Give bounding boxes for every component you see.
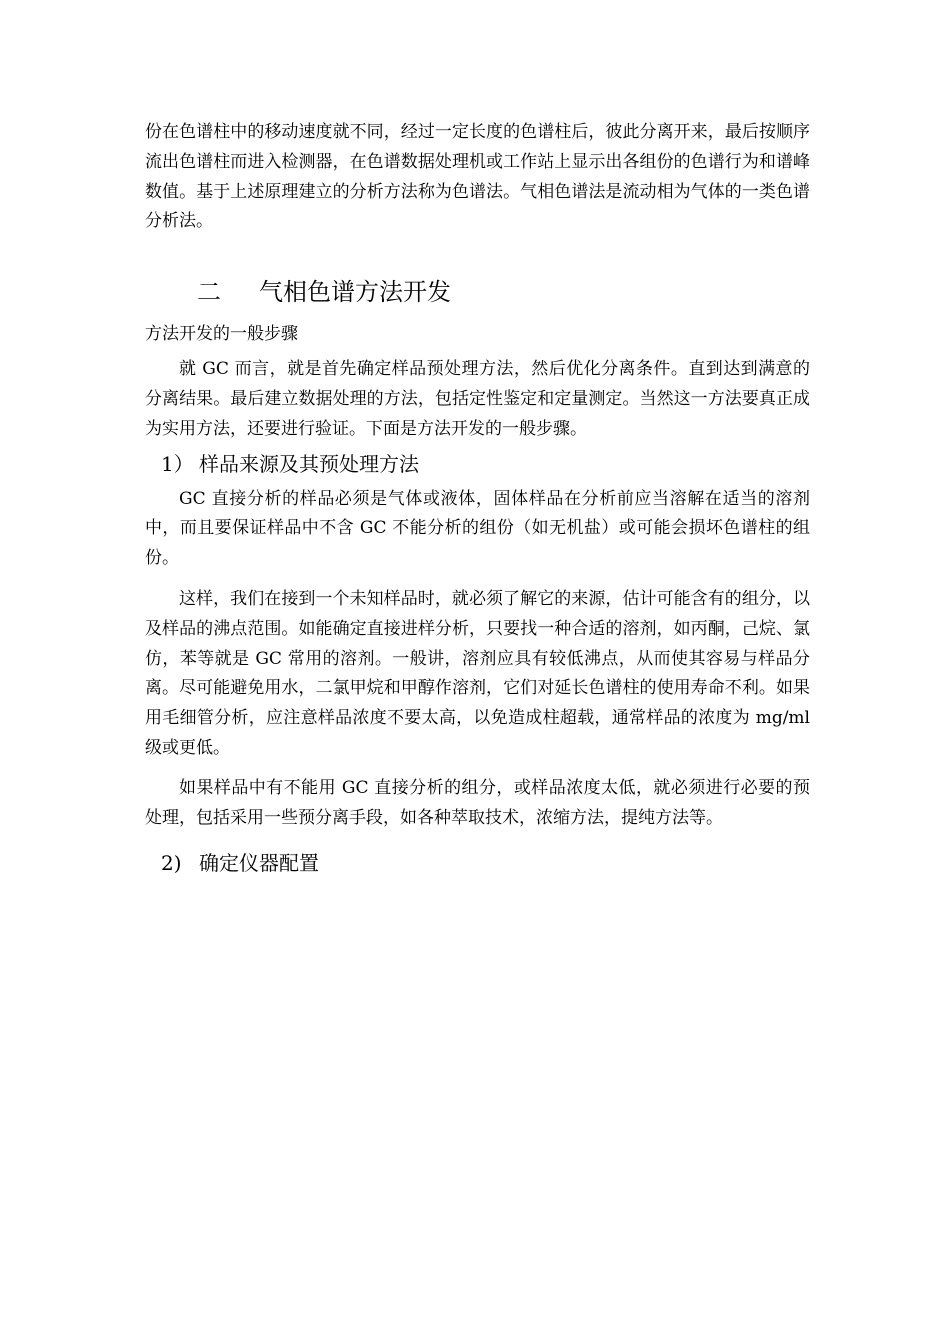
section-title: 气相色谱方法开发	[259, 278, 451, 307]
step-1-paragraph-2: 这样，我们在接到一个未知样品时，就必须了解它的来源，估计可能含有的组分，以及样品的沸点范围。如能确定直接进样分析，只要找一种合适的溶剂，如丙酮，己烷、氯仿，苯等就是 GC 常用的溶剂。一般讲，溶剂应具有较低沸点，从而使其容易与样品分离。尽可能避免用水，二氯甲烷和甲醇作溶剂，它们对延长色谱柱的使用寿命不利。如果用毛细管分析，应注意样品浓度不要太高，以免造成柱超载，通常样品的浓度为 mg/ml 级或更低。	[145, 588, 810, 758]
step-heading-2	[161, 848, 810, 878]
step-number-2: 2)	[161, 851, 182, 876]
section-heading	[197, 277, 810, 307]
step-1-paragraph-3: 如果样品中有不能用 GC 直接分析的组分，或样品浓度太低，就必须进行必要的预处理，包括采用一些预分离手段，如各种萃取技术，浓缩方法，提纯方法等。	[145, 777, 810, 828]
intro-paragraph: 份在色谱柱中的移动速度就不同，经过一定长度的色谱柱后，彼此分离开来，最后按顺序流出色谱柱而进入检测器，在色谱数据处理机或工作站上显示出各组份的色谱行为和谱峰数值。基于上述原理建立的分析方法称为色谱法。气相色谱法是流动相为气体的一类色谱分析法。	[145, 122, 810, 232]
step-title-1: 样品来源及其预处理方法	[199, 451, 419, 476]
step-title-2: 确定仪器配置	[199, 851, 319, 876]
step-1-paragraph-1: GC 直接分析的样品必须是气体或液体，固体样品在分析前应当溶解在适当的溶剂中，而且要保证样品中不含 GC 不能分析的组份（如无机盐）或可能会损坏色谱柱的组份。	[145, 488, 810, 569]
subsection-paragraph: 就 GC 而言，就是首先确定样品预处理方法，然后优化分离条件。直到达到满意的分离结果。最后建立数据处理的方法，包括定性鉴定和定量测定。当然这一方法要真正成为实用方法，还要进行验证。下面是方法开发的一般步骤。	[145, 359, 810, 439]
step-number-1: 1）	[161, 451, 194, 476]
document-page	[145, 118, 810, 878]
step-heading-1	[161, 449, 810, 479]
section-number: 二	[197, 278, 221, 307]
subsection-title: 方法开发的一般步骤	[145, 324, 298, 345]
